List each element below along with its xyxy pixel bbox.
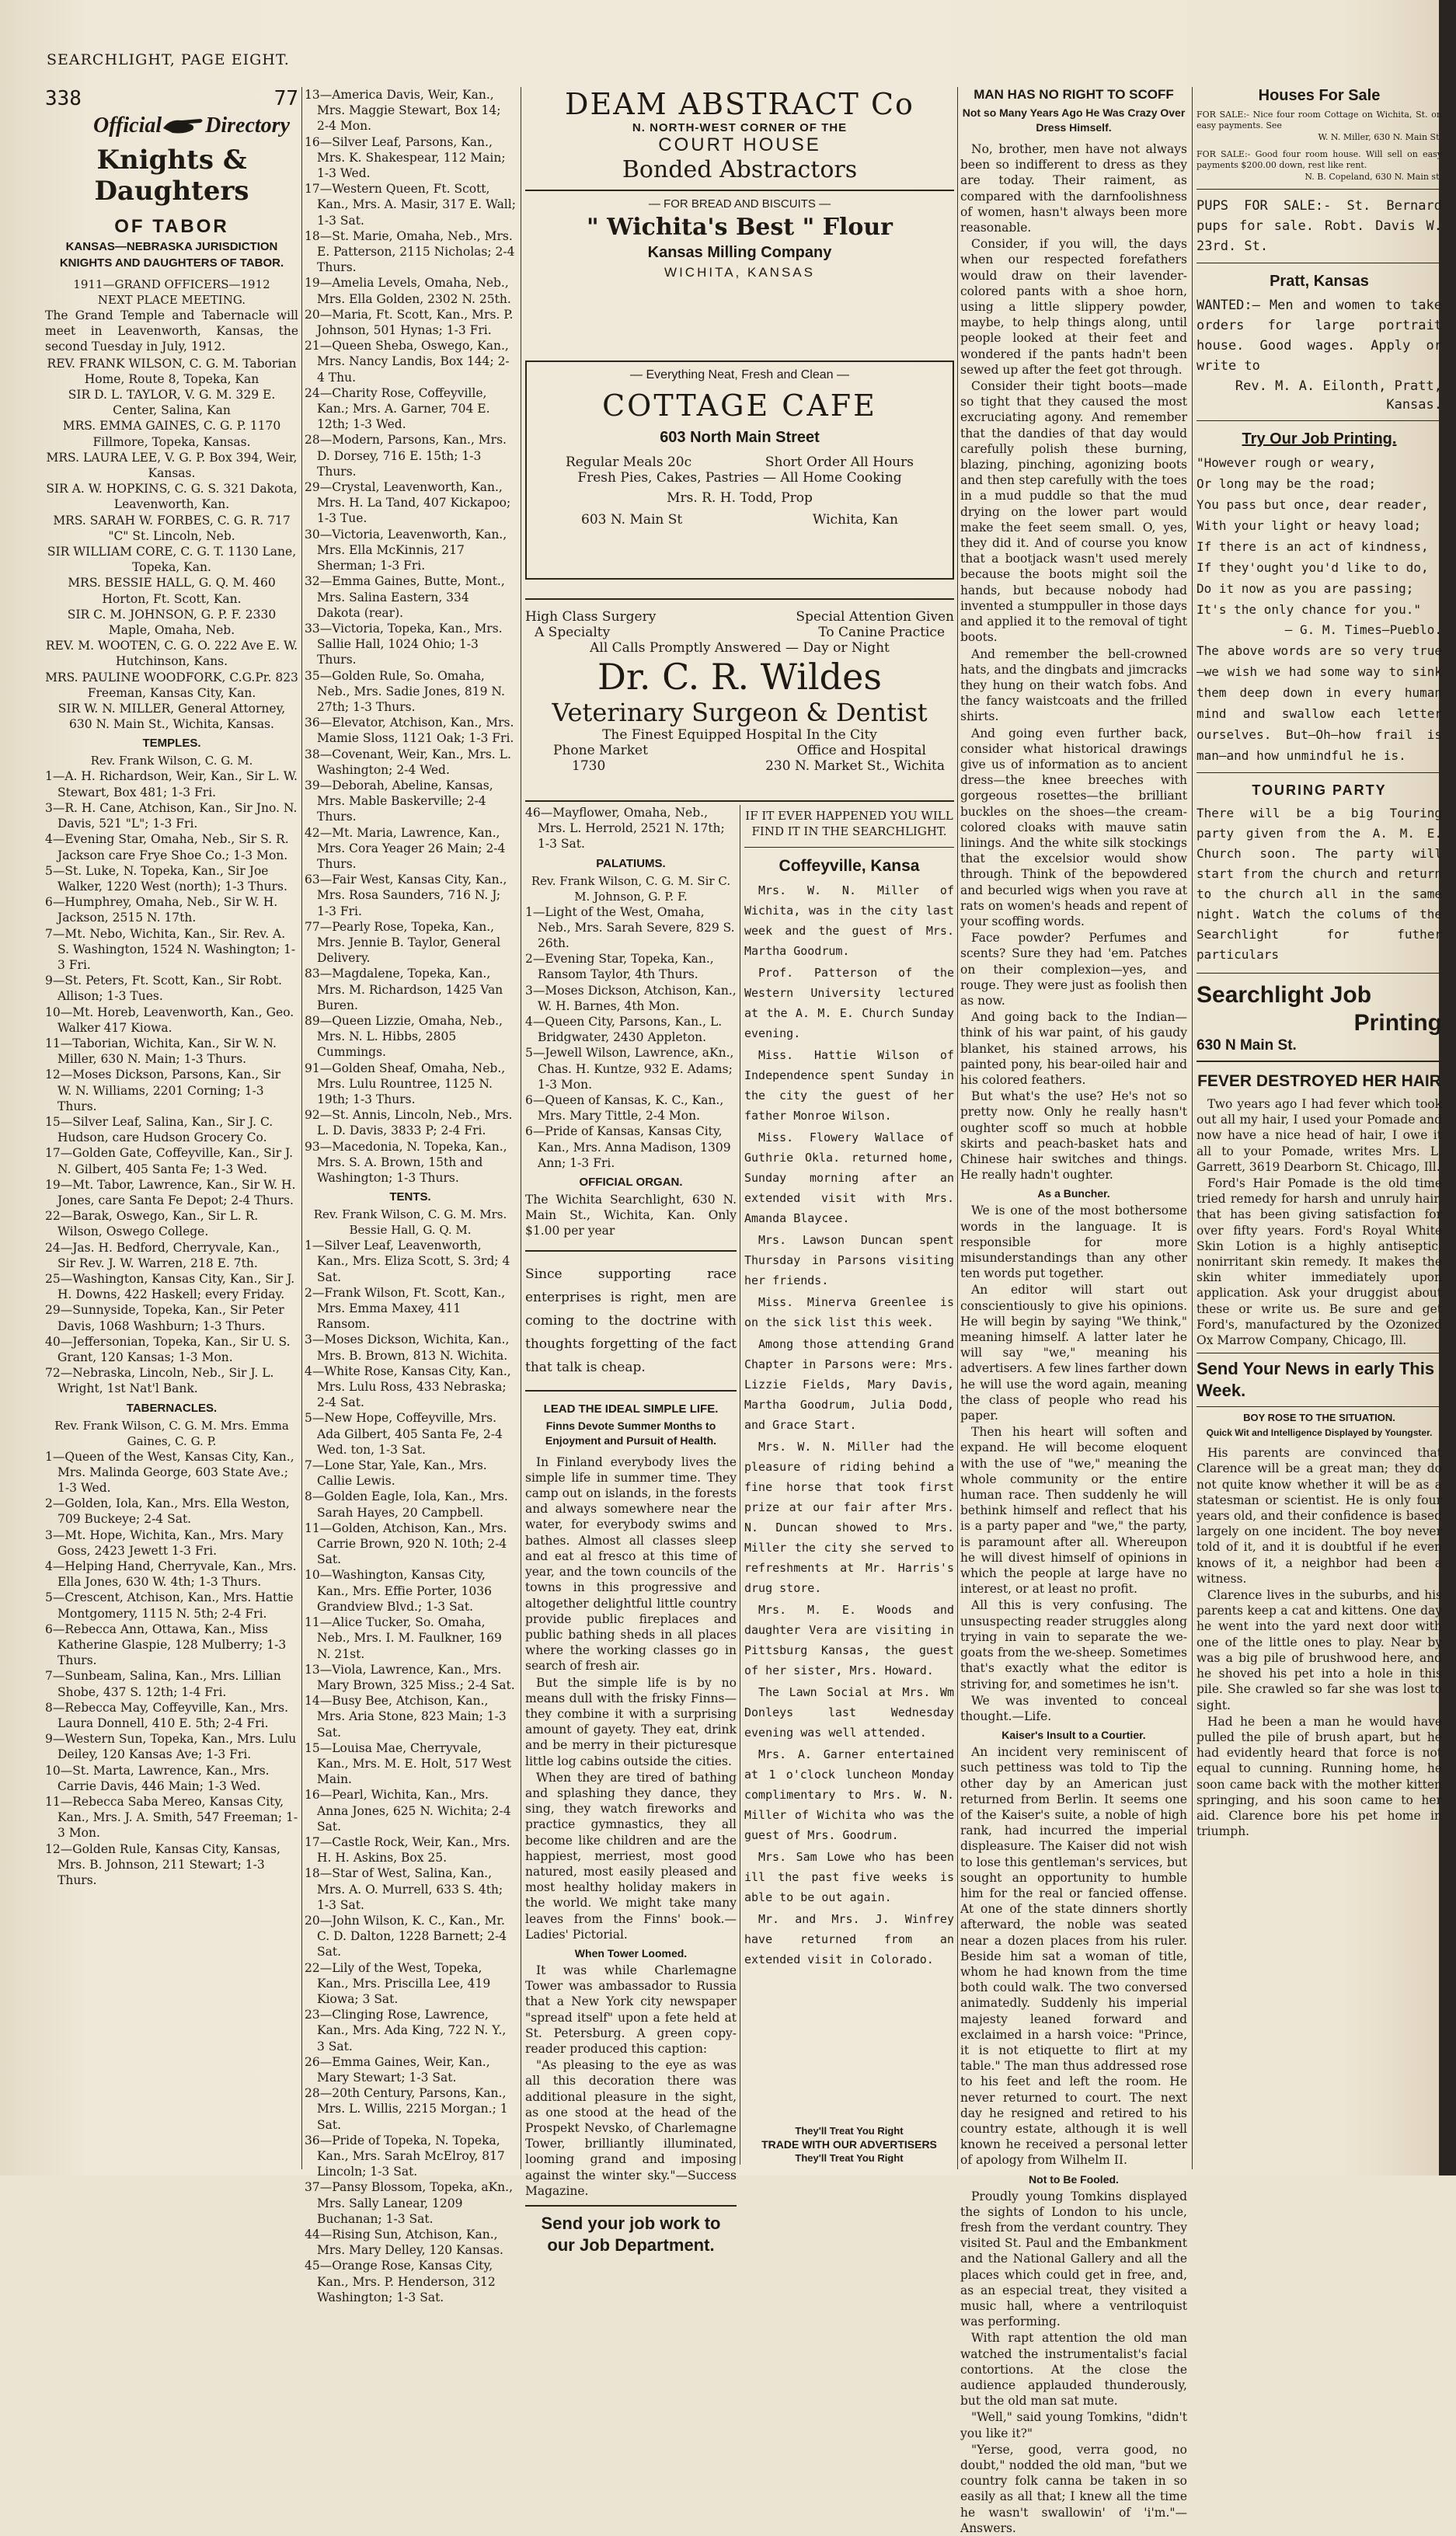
temple-entry: 5—St. Luke, N. Topeka, Kan., Sir Joe Walker, 1220 West (north); 1-3 Thurs.: [45, 863, 287, 894]
vet-calls: All Calls Promptly Answered — Day or Night: [590, 640, 890, 656]
paragraph: And going back to the Indian—think of his war paint, of his gaudy blanket, his stained arrows, his painted pony, his bear-oiled hair and his colored feathers.: [960, 1010, 1187, 1087]
directory-column-2: [305, 87, 516, 2304]
flour-name: " Wichita's Best " Flour: [587, 214, 893, 241]
lodge-entry: 20—Maria, Ft. Scott, Kan., Mrs. P. Johnson, 501 Hynas; 1-3 Fri.: [305, 307, 514, 338]
touring-heading: TOURING PARTY: [1252, 782, 1387, 798]
temple-entry: 19—Mt. Tabor, Lawrence, Kan., Sir W. H. Jones, care Santa Fe Depot; 2-4 Thurs.: [45, 1177, 296, 1207]
vet-hospital: The Finest Equipped Hospital In the City: [602, 727, 877, 743]
pups-ad: PUPS FOR SALE:- St. Bernard pups for sale. Robt. Davis W. 23rd. St.: [1196, 198, 1442, 254]
searchlight-job-address: 630 N Main St.: [1196, 1037, 1297, 1054]
tabernacles-list: [45, 1449, 298, 1889]
poem-line: If they'ought you'd like to do,: [1196, 560, 1429, 575]
column-3-left: [525, 805, 737, 2256]
vet-special: Special Attention Given: [796, 609, 954, 625]
tabernacle-entry: 6—Rebecca Ann, Ottawa, Kan., Miss Katherine Glaspie, 128 Mulberry; 1-3 Thurs.: [45, 1622, 287, 1668]
divider: [1196, 1406, 1442, 1407]
job-printing-heading: Try Our Job Printing.: [1242, 430, 1397, 448]
tent-entry: 4—White Rose, Kansas City, Kan., Mrs. Lulu Ross, 433 Nebraska; 2-4 Sat.: [305, 1364, 511, 1410]
officer-entry: MRS. SARAH W. FORBES, C. G. R. 717 "C" St. Lincoln, Neb.: [53, 513, 291, 543]
tabernacle-entry: 1—Queen of the West, Kansas City, Kan., Mrs. Malinda George, 603 State Ave.; 1-3 Wed.: [45, 1449, 294, 1496]
tabernacle-entry: 9—Western Sun, Topeka, Kan., Mrs. Lulu Deiley, 120 Kansas Ave; 1-3 Fri.: [45, 1732, 297, 1762]
paragraph: His parents are convinced that Clarence will be a great man; they do not quite know whether it will be as a statesman or scientist. He is only four years old, and their confidence is based largely on one incident. The boy never told of it, and it is doubtful if he even knows of it, a neighbor had been a witness.: [1196, 1446, 1442, 1586]
lodges-list: [305, 87, 516, 1186]
lodge-entry: 28—Modern, Parsons, Kan., Mrs. D. Dorsey, 716 E. 15th; 1-3 Thurs.: [305, 433, 507, 479]
tent-entry: 2—Frank Wilson, Ft. Scott, Kan., Mrs. Emma Maxey, 411 Ransom.: [305, 1285, 506, 1332]
news-item: Mrs. A. Garner entertained at 1 o'clock luncheon Monday complimentary to Mrs. W. N. Miller of Wichita who was the guest of Mrs. Goodrum.: [744, 1747, 954, 1842]
simple-life-sub: Finns Devote Summer Months to Enjoyment and Pursuit of Health.: [545, 1419, 717, 1447]
tent-entry: 26—Emma Gaines, Weir, Kan., Mary Stewart; 1-3 Sat.: [305, 2054, 490, 2085]
tents-officers: Rev. Frank Wilson, C. G. M. Mrs. Bessie Hall, G. Q. M.: [313, 1207, 507, 1238]
news-item: Mrs. W. N. Miller of Wichita, was in the city last week and the guest of Mrs. Martha Goodrum.: [744, 883, 954, 958]
temple-entry: 3—R. H. Cane, Atchison, Kan., Sir Jno. N. Davis, 521 "L"; 1-3 Fri.: [45, 800, 298, 831]
paragraph: Consider their tight boots—made so tight that they caused the most excruciating agony. And remember that the dandies of that day would carefully polish these burning, blazing, pinching, agonizing boots and then step carefully with the toes in a mud puddle so that the mud drying on the lower part would make the feet seem small. O, yes, they did it. And of course you know that a bootjack wasn't used merely because the boots might soil the hands, but because nobody had invented a stumppuller in those days and applied it to the removal of tight boots.: [960, 379, 1187, 645]
cafe-city: Wichita, Kan: [812, 512, 898, 528]
lodge-entry: 30—Victoria, Leavenworth, Kan., Mrs. Ella McKinnis, 217 Sherman; 1-3 Fri.: [305, 527, 507, 573]
treat-line-1: They'll Treat You Right: [795, 2125, 904, 2137]
ink-mark: 77: [273, 87, 298, 110]
coffeyville-news: [744, 880, 954, 1970]
tabernacle-entry: 10—St. Marta, Lawrence, Kan., Mrs. Carrie Davis, 446 Main; 1-3 Wed.: [45, 1763, 270, 1793]
lodge-entry: 21—Queen Sheba, Oswego, Kan., Mrs. Nancy Landis, Box 144; 2-4 Thu.: [305, 339, 510, 385]
paragraph: And going even further back, consider what historical drawings give us of information as to ancient dress—the knee breeches with gorgeous rosettes—the brilliant buckles on the shoes—the cream-colored cloaks with mauve satin linings. And the white silk stockings that the excelsior would show through. Think of the bepowdered and becurled wigs when you rave at rats on women's heads and repent of your scoffing words.: [960, 726, 1187, 928]
palatiums-heading: PALATIUMS.: [596, 856, 666, 870]
paragraph: Face powder? Perfumes and scents? Sure they had 'em. Patches on their complexion—yes, and rouge. They were just as foolish then as now.: [960, 931, 1187, 1008]
news-item: The Lawn Social at Mrs. Wm Donleys last Wednesday evening was well attended.: [744, 1685, 954, 1740]
poem-line: You pass but once, dear reader,: [1196, 497, 1429, 512]
vet-phone: 1730: [572, 758, 606, 774]
temples-list: [45, 768, 298, 1396]
directory-title-row: [45, 113, 298, 138]
send-job-work: Send your job work to our Job Department.: [541, 2214, 721, 2256]
title-official: Official: [93, 113, 162, 138]
flour-company: Kansas Milling Company: [647, 244, 832, 261]
flour-ad: [525, 197, 954, 280]
temples-heading: TEMPLES.: [142, 737, 201, 751]
paragraph: No, brother, men have not always been so indifferent to dress as they are today. Their raiment, as compared with the darnfoolishness of women, hasn't always been more reasonable.: [960, 142, 1187, 235]
officer-entry: MRS. BESSIE HALL, G. Q. M. 460 Horton, Ft. Scott, Kan.: [68, 576, 276, 606]
tent-entry: 23—Clinging Rose, Lawrence, Kan., Mrs. Ada King, 722 N. Y., 3 Sat.: [305, 2008, 507, 2054]
tabernacle-entry: 2—Golden, Iola, Kan., Mrs. Ella Weston, 709 Buckeye; 2-4 Sat.: [45, 1496, 290, 1527]
fever-body: [1196, 1096, 1442, 1348]
vet-address: 230 N. Market St., Wichita: [765, 758, 945, 774]
divider: [1196, 973, 1442, 974]
paragraph: Consider, if you will, the days when our respected forefathers would draw on their lavender-colored pants with a shoe horn, using a little slippery powder, maybe, to help things along, until people looked at their feet and wondered if the pants hadn't been sewed up after the feet got through.: [960, 237, 1187, 377]
lodge-entry: 46—Mayflower, Omaha, Neb., Mrs. L. Herrold, 2521 N. 17th; 1-3 Sat.: [525, 806, 725, 852]
cafe-name: COTTAGE CAFE: [602, 388, 877, 423]
lodge-entry: 18—St. Marie, Omaha, Neb., Mrs. E. Patterson, 2115 Nicholas; 2-4 Thurs.: [305, 228, 515, 275]
poem-line: Or long may be the road;: [1196, 476, 1377, 491]
temple-entry: 12—Moses Dickson, Parsons, Kan., Sir W. N. Williams, 2201 Corning; 1-3 Thurs.: [45, 1068, 281, 1113]
poem-line: It's the only chance for you.": [1196, 602, 1421, 617]
officer-entry: MRS. LAURA LEE, V. G. P. Box 394, Weir, Kansas.: [46, 450, 298, 481]
kaiser-heading: Kaiser's Insult to a Courtier.: [1001, 1729, 1146, 1742]
boy-heading: BOY ROSE TO THE SITUATION.: [1243, 1412, 1395, 1424]
deam-location: N. NORTH-WEST CORNER OF THE: [632, 121, 848, 134]
flour-city: WICHITA, KANSAS: [664, 265, 815, 280]
officer-entry: SIR C. M. JOHNSON, G. P. F. 2330 Maple, Omaha, Neb.: [67, 607, 277, 638]
news-item: Among those attending Grand Chapter in Parsons were: Mrs. Lizzie Fields, Mary Davis, Martha Goodrum, Julia Dodd, and Grace Start.: [744, 1337, 954, 1432]
tent-entry: 28—20th Century, Parsons, Kan., Mrs. L. Willis, 2215 Morgan.; 1 Sat.: [305, 2086, 508, 2132]
divider: [525, 1250, 737, 1252]
since-note: Since supporting race enterprises is right, men are coming to the doctrine with thoughts forgetting of the fact that talk is cheap.: [525, 1266, 737, 1375]
temple-entry: 17—Golden Gate, Coffeyville, Kan., Sir J. N. Gilbert, 405 Santa Fe; 1-3 Wed.: [45, 1146, 293, 1176]
paragraph: Then his heart will soften and expand. He will become eloquent with the use of "we," meaning the whole community or the entire human race. Then suddenly he will bethink himself and reflect that his is a party paper and "we," the party, is paramount after all. Whereupon he will divest himself of opinions in which the people at large have no interest, or at least no profit.: [960, 1425, 1187, 1597]
flour-tagline: — FOR BREAD AND BISCUITS —: [648, 197, 831, 211]
paragraph: We is one of the most bothersome words in the language. It is responsible for more misunderstandings than any other ten words put together.: [960, 1204, 1187, 1281]
news-item: Miss. Flowery Wallace of Guthrie Okla. returned home, Sunday morning after an extended visit with Mrs. Amanda Blaycee.: [744, 1130, 954, 1225]
lodge-entry: 77—Pearly Rose, Topeka, Kan., Mrs. Jennie B. Taylor, General Delivery.: [305, 919, 501, 966]
poem-line: "However rough or weary,: [1196, 455, 1377, 470]
vet-title: Veterinary Surgeon & Dentist: [552, 698, 928, 727]
tent-entry: 15—Louisa Mae, Cherryvale, Kan., Mrs. M. E. Holt, 517 West Main.: [305, 1740, 511, 1787]
paragraph: And remember the bell-crowned hats, and the dingbats and jimcracks they hung on their watch fobs. And the fancy waistcoats and the frilled shirts.: [960, 646, 1187, 724]
lodge-entry: 19—Amelia Levels, Omaha, Neb., Mrs. Ella Golden, 2302 N. 25th.: [305, 276, 511, 306]
tent-entry: 14—Busy Bee, Atchison, Kan., Mrs. Aria Stone, 823 Main; 1-3 Sat.: [305, 1694, 507, 1740]
fever-heading: FEVER DESTROYED HER HAIR: [1197, 1072, 1441, 1090]
tabernacles-heading: TABERNACLES.: [126, 1401, 218, 1415]
palatium-entry: 2—Evening Star, Topeka, Kan., Ransom Taylor, 4th Thurs.: [525, 952, 714, 982]
houses-ad-2-sig: N. B. Copeland, 630 N. Main st.: [1304, 172, 1442, 182]
palatium-entry: 6—Pride of Kansas, Kansas City, Kan., Mrs. Anna Madison, 1309 Ann; 1-3 Fri.: [525, 1124, 731, 1170]
scoff-sub: Not so Many Years Ago He Was Crazy Over Dress Himself.: [962, 106, 1186, 134]
lodge-entry: 89—Queen Lizzie, Omaha, Neb., Mrs. N. L. Hibbs, 2805 Cummings.: [305, 1013, 503, 1060]
lodge-entry: 42—Mt. Maria, Lawrence, Kan., Mrs. Cora Yeager 26 Main; 2-4 Thurs.: [305, 825, 506, 871]
divider: [1196, 189, 1442, 190]
paragraph: Two years ago I had fever which took out all my hair, I used your Pomade and now have a nice head of hair, I owe it all to your Pomade, writes Mrs. L. Garrett, 3619 Dearborn St. Chicago, Ill.: [1196, 1097, 1442, 1174]
temple-entry: 72—Nebraska, Lincoln, Neb., Sir J. L. Wright, 1st Nat'l Bank.: [45, 1366, 274, 1396]
deam-name: DEAM ABSTRACT Co: [565, 87, 914, 121]
column-4: [960, 87, 1187, 2535]
ad-divider: [525, 598, 954, 600]
tent-entry: 22—Lily of the West, Topeka, Kan., Mrs. Priscilla Lee, 419 Kiowa; 3 Sat.: [305, 1960, 491, 2006]
lodge-entry: 83—Magdalene, Topeka, Kan., Mrs. M. Richardson, 1425 Van Buren.: [305, 967, 503, 1012]
officer-entry: MRS. EMMA GAINES, C. G. P. 1170 Fillmore, Topeka, Kansas.: [62, 419, 281, 449]
palatium-entry: 5—Jewell Wilson, Lawrence, aKn., Chas. H. Kuntze, 932 E. Adams; 1-3 Mon.: [525, 1046, 734, 1092]
send-news: Send Your News in early This Week.: [1196, 1359, 1435, 1401]
temple-entry: 25—Washington, Kansas City, Kan., Sir J. H. Downs, 422 Haskell; every Friday.: [45, 1271, 295, 1302]
fooled-body: [960, 2189, 1187, 2536]
vet-specialty: A Specialty: [535, 625, 611, 640]
paragraph: Clarence lives in the suburbs, and his parents keep a cat and kittens. One day he went into the yard next door with one of the little ones to play. Near by was a big pile of brushwood here, and he shoved his pet into a hole in this pile. She crawled so far she was lost to sight.: [1196, 1588, 1442, 1712]
touring-text: There will be a big Touring party given from the A. M. E. Church soon. The party will start from the church and return to the church all in the same night. Watch the colums of the Searchlight for futher particulars: [1196, 806, 1442, 962]
column-5: [1196, 87, 1442, 2169]
ads-top: [525, 87, 954, 320]
divider: [744, 847, 954, 848]
scoff-body: [960, 141, 1187, 1183]
title-tabor: OF TABOR: [114, 216, 229, 237]
tent-entry: 20—John Wilson, K. C., Kan., Mr. C. D. Dalton, 1228 Barnett; 2-4 Sat.: [305, 1913, 507, 1959]
official-organ-text: The Wichita Searchlight, 630 N. Main St., Wichita, Kan. Only $1.00 per year: [525, 1193, 737, 1238]
palatium-entry: 4—Queen City, Parsons, Kan., L. Bridgwater, 2430 Appleton.: [525, 1015, 723, 1045]
happened-note: IF IT EVER HAPPENED YOU WILL FIND IT IN THE SEARCHLIGHT.: [745, 809, 953, 838]
temple-entry: 24—Jas. H. Bedford, Cherryvale, Kan., Sir Rev. J. W. Warren, 218 E. 7th.: [45, 1240, 280, 1270]
paragraph: When they are tired of bathing and splashing they dance, they sing, they watch fireworks and practice gymnastics, they all become like children and are the happiest, merriest, most good natured, most easily pleased and most healthy holiday makers in the world. We might take many leaves from the Finns' book.—Ladies' Pictorial.: [525, 1770, 737, 1942]
official-organ-heading: OFFICIAL ORGAN.: [579, 1176, 683, 1190]
tabernacle-entry: 3—Mt. Hope, Wichita, Kan., Mrs. Mary Goss, 2423 Jewett 1-3 Fri.: [45, 1528, 284, 1558]
palatiums-officers: Rev. Frank Wilson, C. G. M. Sir C. M. Johnson, G. P. F.: [531, 873, 731, 904]
tent-entry: 36—Pride of Topeka, N. Topeka, Kan., Mrs. Sarah McElroy, 817 Lincoln; 1-3 Sat.: [305, 2133, 505, 2179]
hand-emblem-icon: [162, 114, 205, 138]
divider: [525, 1390, 737, 1392]
paragraph: With rapt attention the old man watched the instrumentalist's facial contortions. At the close the audience applauded thunderously, but the old man sat mute.: [960, 2331, 1187, 2409]
lodge-entry: 92—St. Annis, Lincoln, Neb., Mrs. L. D. Davis, 3833 P; 2-4 Fri.: [305, 1108, 513, 1138]
tabernacle-entry: 7—Sunbeam, Salina, Kan., Mrs. Lillian Shobe, 437 S. 12th; 1-4 Fri.: [45, 1669, 281, 1699]
palatium-entry: 1—Light of the West, Omaha, Neb., Mrs. Sarah Severe, 829 S. 26th.: [525, 904, 735, 951]
coffeyville-heading: Coffeyville, Kansa: [779, 857, 920, 875]
lodge-entry: 36—Elevator, Atchison, Kan., Mrs. Mamie Sloss, 1121 Oak; 1-3 Fri.: [305, 716, 514, 746]
lodge-entry: 38—Covenant, Weir, Kan., Mrs. L. Washington; 2-4 Wed.: [305, 747, 511, 777]
vet-row-3: [525, 743, 954, 758]
treat-line-2: TRADE WITH OUR ADVERTISERS: [761, 2138, 937, 2151]
tower-heading: When Tower Loomed.: [574, 1946, 688, 1959]
news-item: Mrs. Lawson Duncan spent Thursday in Parsons visiting her friends.: [744, 1233, 954, 1287]
lodge-entry: 13—America Davis, Weir, Kan., Mrs. Maggie Stewart, Box 14; 2-4 Mon.: [305, 88, 501, 134]
news-item: Mrs. W. N. Miller had the pleasure of riding behind a fine horse that took first prize at our fair after Mrs. N. Duncan showed to Mrs. Miller the city she served to refreshments at Mr. Harris's drug store.: [744, 1440, 954, 1595]
vet-surgery: High Class Surgery: [525, 609, 657, 625]
lodge-entry: 39—Deborah, Abeline, Kansas, Mrs. Mable Baskerville; 2-4 Thurs.: [305, 778, 493, 824]
tent-entry: 8—Golden Eagle, Iola, Kan., Mrs. Sarah Hayes, 20 Campbell.: [305, 1489, 508, 1520]
paragraph: Had he been a man he would have pulled the pile of brush apart, but he had evidently heard that force is not equal to cunning. Running home, he soon came back with the mother kitten springing, and his soon came to her aid. Clarence bore his pet home in triumph.: [1196, 1714, 1442, 1839]
paragraph: Ford's Hair Pomade is the old time tried remedy for harsh and unruly hair, that has been giving satisfaction for over fifty years. Ford's Royal White Skin Lotion is a highly antiseptic, nonirritant skin remedy. It makes the skin whiter immediately upon application. Ask your druggist about these or write us. Be sure and get Ford's, manufactured by the Ozonized Ox Marrow Company, Chicago, Ill.: [1196, 1176, 1442, 1348]
paragraph: But the simple life is by no means dull with the frisky Finns—they combine it with a surprising amount of gayety. They eat, drink and be merry in their picturesque little log cabins outside the cities.: [525, 1675, 737, 1768]
houses-ad-1-sig: W. N. Miller, 630 N. Main St.: [1318, 132, 1442, 142]
tent-entry: 7—Lone Star, Yale, Kan., Mrs. Callie Lewis.: [305, 1458, 487, 1489]
tent-entry: 37—Pansy Blossom, Topeka, aKn., Mrs. Sally Lanear, 1209 Buchanan; 1-3 Sat.: [305, 2180, 513, 2226]
tabernacles-officers: Rev. Frank Wilson, C. G. M. Mrs. Emma Gaines, C. G. P.: [54, 1418, 289, 1448]
paragraph: "Well," said young Tomkins, "didn't you like it?": [960, 2410, 1187, 2440]
paragraph: But what's the use? He's not so pretty now. Only he really hasn't oughter scoff so much at hobble skirts and peach-basket hats and Chinese hair switches and things. He really hadn't oughter.: [960, 1089, 1187, 1183]
tent-entry: 45—Orange Rose, Kansas City, Kan., Mrs. P. Henderson, 312 Washington; 1-3 Sat.: [305, 2259, 496, 2304]
temple-entry: 9—St. Peters, Ft. Scott, Kan., Sir Robt. Allison; 1-3 Tues.: [45, 974, 282, 1004]
deam-abstract-ad: [525, 87, 954, 183]
tabernacle-entry: 11—Rebecca Saba Mereo, Kansas City, Kan., Mrs. J. A. Smith, 547 Freeman; 1-3 Mon.: [45, 1795, 298, 1841]
officer-entry: REV. M. WOOTEN, C. G. O. 222 Ave E. W. Hutchinson, Kans.: [45, 639, 298, 669]
tent-entry: 11—Golden, Atchison, Kan., Mrs. Carrie Brown, 920 N. 10th; 2-4 Sat.: [305, 1521, 507, 1567]
buncher-heading: As a Buncher.: [1037, 1187, 1110, 1200]
paragraph: "Yerse, good, verra good, no doubt," nodded the old man, "but we country folk canna be taken in so easily as all that; I knew all the time he wasn't swallowin' of 'i'm."—Answers.: [960, 2442, 1187, 2535]
paragraph: Proudly young Tomkins displayed the sights of London to his uncle, fresh from the verdant country. They visited St. Paul and the Embankment and the National Gallery and all the places which could get in free, and, as an especial treat, they visited a music hall, where a ventriloquist was performing.: [960, 2189, 1187, 2329]
temple-entry: 22—Barak, Oswego, Kan., Sir L. R. Wilson, Oswego College.: [45, 1209, 259, 1239]
searchlight-job-line-1: Searchlight Job: [1196, 982, 1372, 1008]
poem-line: Do it now as you are passing;: [1196, 581, 1414, 596]
lodges-list-continued: [525, 805, 737, 852]
lodge-entry: 35—Golden Rule, So. Omaha, Neb., Mrs. Sadie Jones, 819 N. 27th; 1-3 Thurs.: [305, 668, 505, 714]
lodge-entry: 93—Macedonia, N. Topeka, Kan., Mrs. S. A. Brown, 15th and Washington; 1-3 Thurs.: [305, 1139, 507, 1186]
cafe-address: 603 North Main Street: [660, 429, 820, 446]
poem: [1196, 453, 1442, 620]
officer-entry: SIR W. N. MILLER, General Attorney, 630 N. Main St., Wichita, Kansas.: [57, 702, 286, 732]
fooled-heading: Not to Be Fooled.: [1029, 2172, 1119, 2186]
officers-list: [45, 356, 298, 733]
paragraph: An incident very reminiscent of such pettiness was told to Tip the other day by an American just returned from Berlin. It seems one of the Kaiser's suite, a noble of high rank, had incurred the imperial displeasure. The Kaiser did not wish to lose this gentleman's services, but sought an opportunity to humble him for the real or fancied offense. At one of the state dinners shortly afterward, the noble was seated near a dozen places from his ruler. Beside him sat a woman of title, whom he had known from the time both could walk. The two conversed animatedly. Suddenly his imperial majesty leaned forward and exclaimed in a harsh voice: "Prince, it is not etiquette to flirt at my table." The man thus addressed rose to his feet and left the room. He never returned to court. The next day he resigned and retired to his country estate, although it is well known he received a personal letter of apology from Wilhelm II.: [960, 1745, 1187, 2168]
news-item: Prof. Patterson of the Western University lectured at the A. M. E. Church Sunday evening.: [744, 966, 954, 1040]
cafe-pastries: Fresh Pies, Cakes, Pastries — All Home Cooking: [577, 470, 902, 486]
tent-entry: 44—Rising Sun, Atchison, Kan., Mrs. Mary Delley, 120 Kansas.: [305, 2228, 503, 2258]
officer-entry: SIR D. L. TAYLOR, V. G. M. 329 E. Center, Salina, Kan: [68, 388, 276, 418]
divider: [1196, 420, 1442, 421]
vet-phone-label: Phone Market: [553, 743, 648, 758]
next-meeting-heading: NEXT PLACE MEETING.: [97, 293, 246, 307]
temple-entry: 6—Humphrey, Omaha, Neb., Sir W. H. Jackson, 2515 N. 17th.: [45, 895, 278, 925]
news-item: Miss. Minerva Greenlee is on the sick list this week.: [744, 1295, 954, 1329]
veterinary-ad: [525, 609, 954, 796]
cafe-street: 603 N. Main St: [581, 512, 683, 528]
ad-divider: [525, 190, 954, 191]
poem-line: With your light or heavy load;: [1196, 518, 1421, 533]
tent-entry: 3—Moses Dickson, Wichita, Kan., Mrs. B. Brown, 813 N. Wichita.: [305, 1332, 510, 1363]
temple-entry: 11—Taborian, Wichita, Kan., Sir W. N. Miller, 630 N. Main; 1-3 Thurs.: [45, 1036, 277, 1067]
officers-heading: 1911—GRAND OFFICERS—1912: [73, 277, 270, 291]
next-meeting-text: The Grand Temple and Tabernacle will meet in Leavenworth, Kansas, the second Tuesday in July, 1912.: [45, 308, 298, 354]
officer-entry: SIR A. W. HOPKINS, C. G. S. 321 Dakota, Leavenworth, Kan.: [46, 482, 298, 512]
lodge-entry: 24—Charity Rose, Coffeyville, Kan.; Mrs. A. Garner, 704 E. 12th; 1-3 Wed.: [305, 385, 490, 432]
news-item: Mrs. Sam Lowe who has been ill the past five weeks is able to be out again.: [744, 1850, 954, 1904]
pratt-signature: Rev. M. A. Eilonth, Pratt, Kansas.: [1235, 378, 1442, 413]
paragraph: An editor will start out conscientiously to give his opinions. He will begin by saying "We think," meaning himself. A latter later he will say "we," meaning his advertisers. A few lines farther down he will use the word again, meaning the class of people who read his paper.: [960, 1283, 1187, 1423]
title-knights: Knights & Daughters: [94, 145, 249, 207]
directory-intro: KNIGHTS AND DAUGHTERS OF TABOR.: [59, 256, 284, 270]
ad-divider: [525, 800, 954, 802]
tent-entry: 11—Alice Tucker, So. Omaha, Neb., Mrs. I. M. Faulkner, 169 N. 21st.: [305, 1615, 502, 1661]
vet-doctor-name: Dr. C. R. Wildes: [597, 656, 882, 698]
temple-entry: 7—Mt. Nebo, Wichita, Kan., Sir. Rev. A. S. Washington, 1524 N. Washington; 1-3 Fri.: [45, 926, 296, 972]
houses-heading: Houses For Sale: [1258, 87, 1381, 104]
tabernacle-entry: 8—Rebecca May, Coffeyville, Kan., Mrs. Laura Donnell, 410 E. 5th; 2-4 Fri.: [45, 1700, 289, 1731]
ink-mark: 338: [45, 87, 82, 110]
poem-note: The above words are so very true—we wish we had some way to sink them deep down in every human mind and swallow each letter ourselves. But—Oh—how frail is man—and how unmindful he is.: [1196, 643, 1442, 763]
trade-with-advertisers: [744, 2125, 954, 2164]
tower-body: [525, 1963, 737, 2199]
paragraph: It was while Charlemagne Tower was ambassador to Russia that a New York city newspaper "spread itself" upon a fete held at St. Petersburg. A green copy-reader produced this caption:: [525, 1963, 737, 2056]
tents-heading: TENTS.: [389, 1190, 431, 1204]
cafe-meals: Regular Meals 20c: [566, 455, 692, 470]
cafe-offers-row: [566, 455, 914, 470]
vet-row-1: [525, 609, 954, 625]
temple-entry: 4—Evening Star, Omaha, Neb., Sir S. R. Jackson care Frye Shoe Co.; 1-3 Mon.: [45, 832, 289, 862]
houses-ad-1: FOR SALE:- Nice four room Cottage on Wichita, St. on easy payments. See: [1196, 110, 1442, 131]
news-item: Mr. and Mrs. J. Winfrey have returned from an extended visit in Colorado.: [744, 1912, 954, 1966]
cafe-short-order: Short Order All Hours: [765, 455, 914, 470]
cafe-proprietor: Mrs. R. H. Todd, Prop: [667, 490, 813, 506]
boy-body: [1196, 1445, 1442, 1839]
pratt-heading: Pratt, Kansas: [1270, 273, 1369, 290]
lodge-entry: 63—Fair West, Kansas City, Kan., Mrs. Rosa Saunders, 716 N. J; 1-3 Fri.: [305, 873, 507, 918]
pratt-ad: WANTED:— Men and women to take orders for large portrait house. Good wages. Apply or write to: [1196, 298, 1442, 374]
temples-officer: Rev. Frank Wilson, C. G. M.: [90, 754, 253, 768]
paragraph: All this is very confusing. The unsuspecting reader struggles along trying in vain to separate the we-goats from the we-sheep. Sometimes that's exactly what the editor is striving for, and sometimes he isn't.: [960, 1598, 1187, 1691]
page-header: SEARCHLIGHT, PAGE EIGHT.: [47, 51, 290, 68]
tabernacle-entry: 4—Helping Hand, Cherryvale, Kan., Mrs. Ella Jones, 630 W. 4th; 1-3 Thurs.: [45, 1559, 297, 1590]
column-rule: [1192, 87, 1193, 2169]
tent-entry: 18—Star of West, Salina, Kan., Mrs. A. O. Murrell, 633 S. 4th; 1-3 Sat.: [305, 1866, 503, 1912]
vet-row-4: [525, 758, 954, 774]
buncher-body: [960, 1203, 1187, 1724]
officer-entry: REV. FRANK WILSON, C. G. M. Taborian Home, Route 8, Topeka, Kan: [47, 356, 297, 386]
boy-sub: Quick Wit and Intelligence Displayed by Youngster.: [1206, 1427, 1433, 1439]
houses-ad-2: FOR SALE:- Good four room house. Will sell on easy payments $200.00 down, rest like rent.: [1196, 149, 1442, 170]
column-3-right: [744, 808, 954, 2168]
paragraph: In Finland everybody lives the simple life in summer time. They camp out on islands, in the forests and always somewhere near the water, for everybody swims and bathes. Almost all classes sleep and eat al fresco at this time of year, and the town councils of the towns in this progressive and altogether delightful little country provide public fireplaces and public bathing sheds in all places where the working classes go in search of fresh air.: [525, 1454, 737, 1674]
treat-line-3: They'll Treat You Right: [795, 2152, 904, 2164]
cottage-cafe-ad: [525, 361, 954, 580]
divider: [525, 2205, 737, 2207]
tent-entry: 5—New Hope, Coffeyville, Mrs. Ada Gilbert, 405 Santa Fe, 2-4 Wed. ton, 1-3 Sat.: [305, 1411, 503, 1457]
cafe-tagline: — Everything Neat, Fresh and Clean —: [630, 368, 849, 381]
tabernacle-entry: 12—Golden Rule, Kansas City, Kansas, Mrs. B. Johnson, 211 Stewart; 1-3 Thurs.: [45, 1841, 280, 1888]
lodge-entry: 16—Silver Leaf, Parsons, Kan., Mrs. K. Shakespear, 112 Main; 1-3 Wed.: [305, 134, 506, 181]
scoff-heading: MAN HAS NO RIGHT TO SCOFF: [974, 87, 1174, 102]
tents-list: [305, 1238, 516, 2305]
news-item: Mrs. M. E. Woods and daughter Vera are visiting in Pittsburg Kansas, the guest of her sister, Mrs. Howard.: [744, 1603, 954, 1677]
lodge-entry: 32—Emma Gaines, Butte, Mont., Mrs. Salina Eastern, 334 Dakota (rear).: [305, 574, 505, 620]
deam-bonded: Bonded Abstractors: [622, 156, 858, 183]
poem-line: If there is an act of kindness,: [1196, 539, 1429, 554]
officer-entry: SIR WILLIAM CORE, C. G. T. 1130 Lane, Topeka, Kan.: [47, 545, 297, 575]
tent-entry: 13—Viola, Lawrence, Kan., Mrs. Mary Brown, 325 Miss.; 2-4 Sat.: [305, 1662, 515, 1692]
tent-entry: 16—Pearl, Wichita, Kan., Mrs. Anna Jones, 625 N. Wichita; 2-4 Sat.: [305, 1788, 511, 1834]
column-rule: [301, 87, 302, 2169]
title-directory: Directory: [205, 113, 290, 138]
temple-entry: 40—Jeffersonian, Topeka, Kan., Sir U. S. Grant, 120 Kansas; 1-3 Mon.: [45, 1334, 291, 1364]
jurisdiction: KANSAS—NEBRASKA JURISDICTION: [65, 240, 278, 253]
lodge-entry: 33—Victoria, Topeka, Kan., Mrs. Sallie Hall, 1024 Ohio; 1-3 Thurs.: [305, 621, 503, 667]
palatium-entry: 6—Queen of Kansas, K. C., Kan., Mrs. Mary Tittle, 2-4 Mon.: [525, 1093, 724, 1123]
ink-marks: [45, 87, 298, 110]
temple-entry: 10—Mt. Horeb, Leavenworth, Kan., Geo. Walker 417 Kiowa.: [45, 1005, 294, 1035]
directory-column-1: [45, 87, 298, 2169]
lodge-entry: 29—Crystal, Leavenworth, Kan., Mrs. H. La Tand, 407 Kickapoo; 1-3 Tue.: [305, 480, 511, 526]
divider: [1196, 772, 1442, 773]
temple-entry: 15—Silver Leaf, Salina, Kan., Sir J. C. Hudson, care Hudson Grocery Co.: [45, 1114, 273, 1145]
news-item: Miss. Hattie Wilson of Independence spent Sunday in the city the guest of her father Monroe Wilson.: [744, 1048, 954, 1123]
vet-office-label: Office and Hospital: [796, 743, 926, 758]
searchlight-job-line-2: Printing: [1353, 1010, 1442, 1036]
lodge-entry: 17—Western Queen, Ft. Scott, Kan., Mrs. A. Masir, 317 E. Wall; 1-3 Sat.: [305, 182, 516, 228]
deam-courthouse: COURT HOUSE: [658, 134, 821, 155]
kaiser-body: [960, 1744, 1187, 2168]
column-rule: [957, 87, 958, 2169]
palatium-entry: 3—Moses Dickson, Atchison, Kan., W. H. Barnes, 4th Mon.: [525, 983, 737, 1013]
simple-life-body: [525, 1454, 737, 1942]
cafe-footer-row: [581, 512, 898, 528]
temple-entry: 1—A. H. Richardson, Weir, Kan., Sir L. W. Stewart, Box 481; 1-3 Fri.: [45, 769, 298, 799]
tabernacle-entry: 5—Crescent, Atchison, Kan., Mrs. Hattie Montgomery, 1115 N. 5th; 2-4 Fri.: [45, 1590, 294, 1621]
lodge-entry: 91—Golden Sheaf, Omaha, Neb., Mrs. Lulu Rountree, 1125 N. 19th; 1-3 Thurs.: [305, 1061, 506, 1106]
temple-entry: 29—Sunnyside, Topeka, Kan., Sir Peter Davis, 1068 Washburn; 1-3 Thurs.: [45, 1303, 284, 1333]
paragraph: "As pleasing to the eye as was all this decoration there was additional pleasure in the sight, as one stood at the head of the Prospekt Nevsko, of Charlemagne Tower, brilliantly illuminated, looming grand and imposing against the winter sky."—Success Magazine.: [525, 2058, 737, 2198]
tent-entry: 1—Silver Leaf, Leavenworth, Kan., Mrs. Eliza Scott, S. 3rd; 4 Sat.: [305, 1238, 510, 1284]
vet-row-2: [525, 625, 954, 640]
poem-attribution: — G. M. Times—Pueblo.: [1284, 622, 1442, 637]
vet-canine: To Canine Practice: [818, 625, 945, 640]
simple-life-heading: LEAD THE IDEAL SIMPLE LIFE.: [543, 1402, 719, 1416]
paragraph: We was invented to conceal thought.—Life.: [960, 1693, 1187, 1723]
tent-entry: 17—Castle Rock, Weir, Kan., Mrs. H. H. Askins, Box 25.: [305, 1834, 510, 1865]
tent-entry: 10—Washington, Kansas City, Kan., Mrs. Effie Porter, 1036 Grandview Blvd.; 1-3 Sat.: [305, 1568, 493, 1614]
officer-entry: MRS. PAULINE WOODFORK, C.G.Pr. 823 Freeman, Kansas City, Kan.: [45, 670, 298, 700]
palatiums-list: [525, 904, 737, 1171]
divider: [1196, 1061, 1442, 1062]
